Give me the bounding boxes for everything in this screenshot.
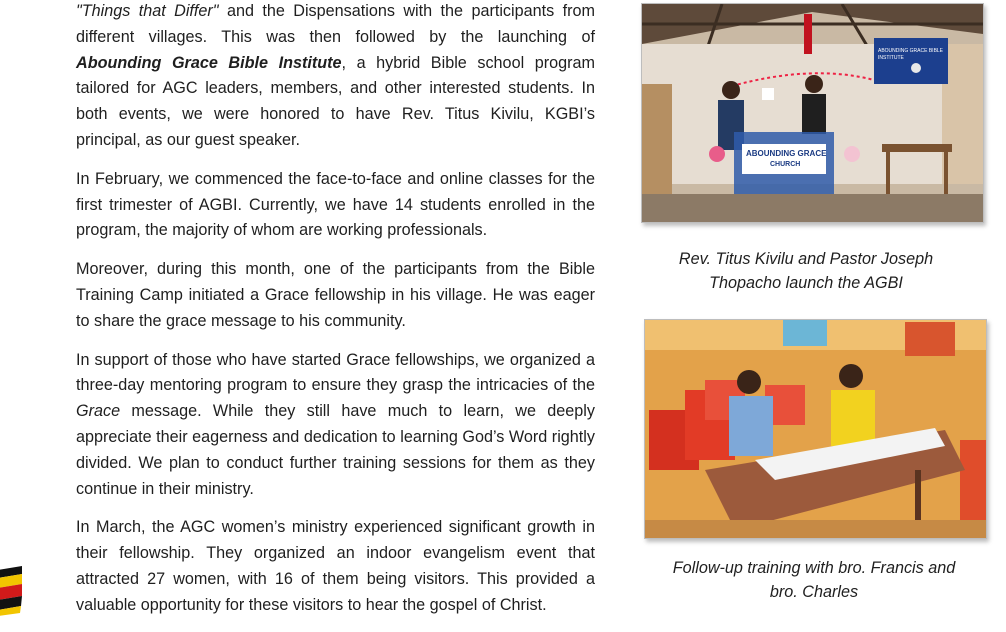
screen-text-1: ABOUNDING GRACE BIBLE xyxy=(878,48,944,54)
photo-follow-up-training xyxy=(644,319,987,539)
photo-follow-up-training-caption xyxy=(644,556,984,604)
photo-agbi-launch xyxy=(641,3,984,223)
paragraph-4-text: In support of those who have started Grace fellowships, we organized a three-day mentoring program to ensure they grasp the intricacies of the xyxy=(76,350,595,395)
caption-line: Rev. Titus Kivilu and Pastor Joseph xyxy=(678,250,934,268)
paragraph-5: In March, the AGC women’s ministry experienced significant growth in their fellowship. They organized an indoor evangelism event that attracted 27 women, with 16 of them being visitors. This provided a valuable opportunity for these visitors to hear the gospel of Christ. xyxy=(76,518,595,614)
grace-emphasis: Grace xyxy=(76,402,121,421)
podium-text-1: ABOUNDING GRACE xyxy=(746,149,827,158)
photo-agbi-launch-caption xyxy=(641,247,971,295)
paragraph-2: In February, we commenced the face-to-face and online classes for the first trimester of AGBI. Currently, we have 14 students enrolled in the program, the majority of whom are working professionals. xyxy=(76,169,595,240)
caption-line: Follow-up training with bro. Francis and xyxy=(672,559,956,577)
program-name: Abounding Grace Bible Institute xyxy=(76,53,342,72)
screen-text-2: INSTITUTE xyxy=(878,55,904,61)
podium-text-2: CHURCH xyxy=(770,161,801,168)
caption-line: Thopacho launch the AGBI xyxy=(709,274,903,292)
caption-line: bro. Charles xyxy=(769,583,859,601)
photo-follow-up-training-image xyxy=(645,320,986,538)
book-title: "Things that Differ" xyxy=(76,2,219,20)
paragraph-1 xyxy=(76,0,595,154)
paragraph-4-text-end: message. While they still have much to learn, we deeply appreciate their eagerness and dedication to learning God’s Word rightly divided. We plan to conduct further training sessions for them as they continue in their ministry. xyxy=(76,402,595,498)
paragraph-1-text: and the Dispensations with the participants from different villages. This was then followed by the launching of xyxy=(76,2,595,46)
article-body xyxy=(76,0,595,632)
flag-icon xyxy=(0,566,28,616)
photo-agbi-launch-image xyxy=(642,4,983,222)
paragraph-1-text-end: , a hybrid Bible school program tailored for AGC leaders, members, and other interested students. In both events, we were honored to have Rev. Titus Kivilu, KGBI’s principal, as our guest speaker. xyxy=(76,53,596,149)
paragraph-4 xyxy=(76,348,595,503)
paragraph-3: Moreover, during this month, one of the participants from the Bible Training Camp initiated a Grace fellowship in his village. He was eager to share the grace message to his community. xyxy=(76,260,595,330)
